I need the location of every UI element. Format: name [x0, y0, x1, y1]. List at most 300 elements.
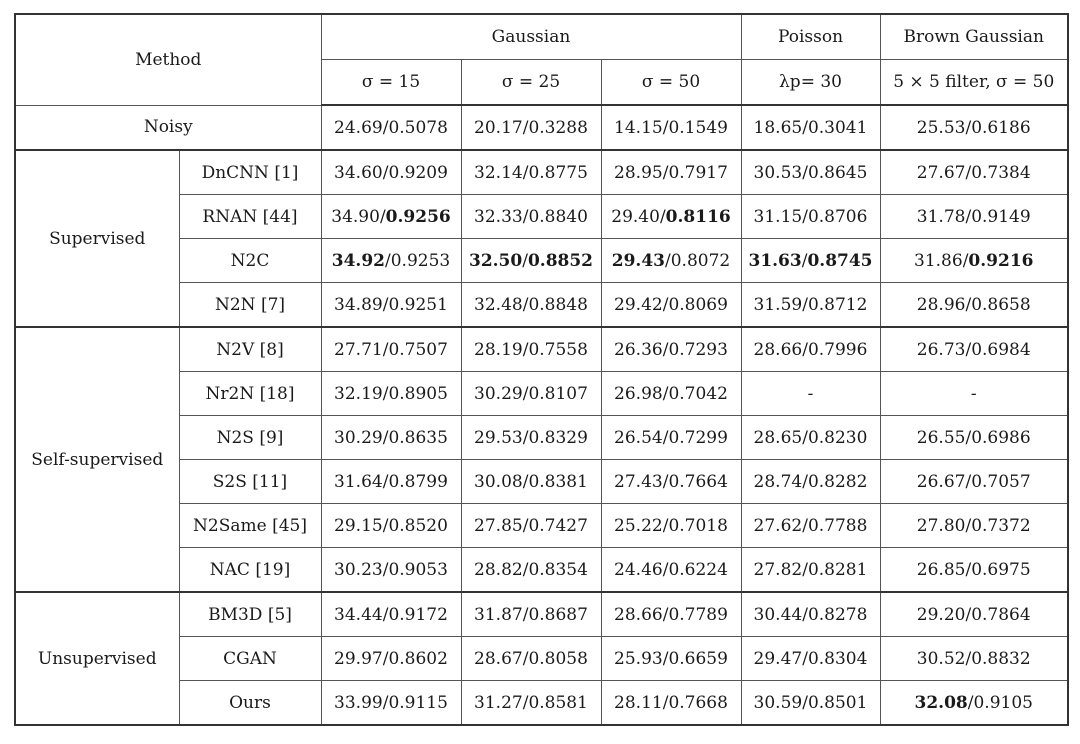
metric-cell [321, 150, 461, 195]
ssim-value: 0.8581 [528, 692, 588, 713]
psnr-value: 27.85 [474, 515, 523, 536]
psnr-value: 26.36 [614, 339, 663, 360]
metric-cell [601, 150, 741, 195]
ssim-value: 0.9251 [388, 294, 448, 315]
psnr-value: 34.89 [334, 294, 383, 315]
metric-cell [880, 637, 1068, 681]
separator: / [802, 515, 808, 536]
metric-cell [461, 327, 601, 372]
metric-cell [601, 460, 741, 504]
separator: / [662, 427, 669, 448]
psnr-value: 29.43 [611, 250, 665, 271]
method-name: S2S [11] [179, 460, 321, 504]
metric-cell [321, 105, 461, 150]
psnr-value: 27.67 [916, 162, 966, 183]
ssim-value: 0.8072 [670, 250, 731, 271]
separator: / [802, 604, 808, 625]
metric-cell [321, 283, 461, 328]
psnr-value: 31.59 [753, 294, 803, 315]
ssim-value: 0.6975 [971, 559, 1031, 580]
ssim-value: 0.7917 [668, 162, 728, 183]
method-name: RNAN [44] [179, 195, 321, 239]
ssim-value: 0.8706 [807, 206, 868, 227]
separator: / [522, 515, 529, 536]
psnr-value: 32.50 [468, 250, 523, 271]
psnr-value: 24.69 [334, 117, 383, 138]
separator: / [382, 471, 389, 492]
ssim-value: 0.6984 [971, 339, 1031, 360]
header-row-groups [15, 14, 1068, 60]
metric-cell [880, 416, 1068, 460]
separator: / [662, 294, 669, 315]
metric-cell [880, 504, 1068, 548]
psnr-value: 20.17 [474, 117, 523, 138]
metric-cell [880, 150, 1068, 195]
separator: / [965, 206, 972, 227]
separator: / [522, 692, 529, 713]
metric-cell [601, 105, 741, 150]
psnr-value: 18.65 [753, 117, 803, 138]
separator: / [522, 117, 529, 138]
psnr-value: 27.82 [753, 559, 803, 580]
psnr-value: 30.23 [334, 559, 383, 580]
method-name: Nr2N [18] [179, 372, 321, 416]
metric-cell [601, 504, 741, 548]
separator: / [662, 339, 669, 360]
subheader-sigma-25: σ = 25 [461, 60, 601, 106]
psnr-value: 29.20 [916, 604, 966, 625]
separator: / [385, 250, 391, 271]
group-header-poisson: Poisson [741, 14, 880, 60]
psnr-value: 33.99 [334, 692, 383, 713]
separator: / [801, 250, 808, 271]
ssim-value: 0.8775 [528, 162, 588, 183]
separator: / [802, 162, 808, 183]
ssim-value: 0.3041 [807, 117, 868, 138]
psnr-value: 29.97 [334, 648, 383, 669]
psnr-value: 28.11 [614, 692, 663, 713]
ssim-value: 0.7293 [668, 339, 728, 360]
psnr-value: 32.14 [474, 162, 523, 183]
psnr-value: 27.80 [916, 515, 966, 536]
separator: / [382, 604, 389, 625]
method-name: Ours [179, 681, 321, 726]
separator: / [522, 559, 529, 580]
ssim-value: 0.9053 [388, 559, 448, 580]
psnr-value: 29.15 [334, 515, 383, 536]
psnr-value: 26.55 [916, 427, 966, 448]
separator: / [382, 294, 389, 315]
metric-cell [601, 327, 741, 372]
separator: / [522, 294, 529, 315]
psnr-value: 31.63 [748, 250, 802, 271]
metric-cell [601, 681, 741, 726]
psnr-value: 26.85 [916, 559, 966, 580]
ssim-value: 0.7057 [971, 471, 1031, 492]
ssim-value: 0.8329 [528, 427, 588, 448]
psnr-value: 28.95 [614, 162, 663, 183]
psnr-value: 31.64 [334, 471, 383, 492]
metric-cell [321, 592, 461, 637]
ssim-value: 0.1549 [668, 117, 728, 138]
psnr-value: 25.53 [916, 117, 966, 138]
metric-cell [461, 681, 601, 726]
metric-cell [321, 460, 461, 504]
psnr-value: 30.29 [474, 383, 523, 404]
metric-cell [741, 150, 880, 195]
separator: / [662, 692, 669, 713]
ssim-value: 0.8745 [807, 250, 873, 271]
metric-cell [741, 327, 880, 372]
ssim-value: 0.8520 [388, 515, 448, 536]
missing-value: - [970, 383, 977, 404]
ssim-value: 0.8712 [807, 294, 868, 315]
psnr-value: 34.90 [331, 206, 380, 227]
separator: / [382, 559, 389, 580]
group-header-brown-gaussian: Brown Gaussian [880, 14, 1068, 60]
metric-cell [321, 239, 461, 283]
metric-cell [601, 239, 741, 283]
metric-cell [461, 372, 601, 416]
separator: / [522, 339, 529, 360]
metric-cell [321, 372, 461, 416]
separator: / [965, 471, 972, 492]
ssim-value: 0.6186 [971, 117, 1031, 138]
subheader-brown-filter: 5 × 5 filter, σ = 50 [880, 60, 1068, 106]
separator: / [522, 250, 528, 271]
subheader-sigma-50: σ = 50 [601, 60, 741, 106]
psnr-value: 30.59 [753, 692, 803, 713]
separator: / [965, 604, 972, 625]
group-header-gaussian: Gaussian [321, 14, 741, 60]
psnr-value: 14.15 [614, 117, 663, 138]
metric-cell [461, 504, 601, 548]
metric-cell [461, 460, 601, 504]
separator: / [382, 692, 389, 713]
method-name: CGAN [179, 637, 321, 681]
ssim-value: 0.8658 [971, 294, 1031, 315]
separator: / [965, 515, 972, 536]
subheader-lambda-30: λp= 30 [741, 60, 880, 106]
ssim-value: 0.7507 [388, 339, 448, 360]
psnr-value: 30.08 [474, 471, 523, 492]
metric-cell [461, 637, 601, 681]
ssim-value: 0.8687 [528, 604, 588, 625]
metric-cell [880, 372, 1068, 416]
ssim-value: 0.8107 [528, 383, 588, 404]
psnr-value: 32.19 [334, 383, 383, 404]
row-label-noisy: Noisy [15, 105, 321, 150]
psnr-value: 28.19 [474, 339, 523, 360]
ssim-value: 0.8278 [807, 604, 868, 625]
results-table-body [15, 105, 1068, 725]
metric-cell [741, 681, 880, 726]
separator: / [522, 604, 529, 625]
missing-value: - [807, 383, 814, 404]
psnr-value: 32.48 [474, 294, 523, 315]
separator: / [965, 162, 972, 183]
metric-cell [461, 548, 601, 593]
metric-cell [601, 637, 741, 681]
ssim-value: 0.6986 [971, 427, 1031, 448]
ssim-value: 0.7558 [528, 339, 588, 360]
separator: / [382, 162, 389, 183]
psnr-value: 25.22 [614, 515, 663, 536]
method-name: DnCNN [1] [179, 150, 321, 195]
ssim-value: 0.6224 [668, 559, 728, 580]
metric-cell [321, 327, 461, 372]
metric-cell [601, 416, 741, 460]
metric-cell [601, 548, 741, 593]
ssim-value: 0.7427 [528, 515, 588, 536]
ssim-value: 0.3288 [528, 117, 588, 138]
metric-cell [880, 239, 1068, 283]
method-name: N2S [9] [179, 416, 321, 460]
ssim-value: 0.8381 [528, 471, 588, 492]
psnr-value: 25.93 [614, 648, 663, 669]
psnr-value: 30.44 [753, 604, 803, 625]
psnr-value: 34.44 [334, 604, 383, 625]
separator: / [522, 162, 529, 183]
separator: / [379, 206, 386, 227]
psnr-value: 24.46 [614, 559, 663, 580]
separator: / [967, 692, 974, 713]
psnr-value: 26.67 [916, 471, 966, 492]
psnr-value: 29.53 [474, 427, 523, 448]
psnr-value: 30.53 [753, 162, 803, 183]
ssim-value: 0.7788 [807, 515, 868, 536]
ssim-value: 0.8116 [665, 206, 731, 227]
ssim-value: 0.8799 [388, 471, 448, 492]
separator: / [662, 648, 669, 669]
metric-cell [461, 283, 601, 328]
separator: / [802, 427, 808, 448]
separator: / [665, 250, 671, 271]
metric-cell [461, 592, 601, 637]
ssim-value: 0.7042 [668, 383, 728, 404]
ssim-value: 0.7864 [971, 604, 1031, 625]
separator: / [802, 471, 808, 492]
metric-cell [741, 504, 880, 548]
psnr-value: 30.52 [916, 648, 966, 669]
metric-cell [461, 239, 601, 283]
method-name: N2N [7] [179, 283, 321, 328]
separator: / [965, 648, 972, 669]
metric-cell [741, 195, 880, 239]
ssim-value: 0.9115 [388, 692, 448, 713]
table-row-noisy [15, 105, 1068, 150]
psnr-value: 34.60 [334, 162, 383, 183]
metric-cell [741, 105, 880, 150]
ssim-value: 0.9256 [385, 206, 451, 227]
metric-cell [880, 327, 1068, 372]
separator: / [662, 383, 669, 404]
ssim-value: 0.8282 [807, 471, 868, 492]
ssim-value: 0.8848 [528, 294, 588, 315]
separator: / [965, 339, 972, 360]
psnr-value: 26.98 [614, 383, 663, 404]
ssim-value: 0.8602 [388, 648, 448, 669]
separator: / [382, 383, 389, 404]
metric-cell [880, 283, 1068, 328]
psnr-value: 30.29 [334, 427, 383, 448]
psnr-value: 32.08 [914, 692, 968, 713]
psnr-value: 29.42 [614, 294, 663, 315]
metric-cell [741, 283, 880, 328]
separator: / [659, 206, 666, 227]
group-label: Unsupervised [15, 592, 179, 725]
metric-cell [741, 548, 880, 593]
ssim-value: 0.5078 [388, 117, 448, 138]
ssim-value: 0.9149 [971, 206, 1031, 227]
results-table-container [14, 13, 1069, 726]
separator: / [802, 648, 808, 669]
ssim-value: 0.7018 [668, 515, 728, 536]
metric-cell [741, 460, 880, 504]
metric-cell [321, 548, 461, 593]
ssim-value: 0.8354 [528, 559, 588, 580]
ssim-value: 0.8832 [971, 648, 1031, 669]
ssim-value: 0.7664 [668, 471, 728, 492]
separator: / [382, 648, 389, 669]
separator: / [662, 471, 669, 492]
separator: / [802, 206, 808, 227]
method-name: N2V [8] [179, 327, 321, 372]
metric-cell [321, 504, 461, 548]
ssim-value: 0.9172 [388, 604, 448, 625]
separator: / [522, 427, 529, 448]
ssim-value: 0.9105 [973, 692, 1033, 713]
separator: / [522, 383, 529, 404]
metric-cell [461, 195, 601, 239]
results-table [14, 13, 1069, 726]
metric-cell [880, 460, 1068, 504]
separator: / [382, 339, 389, 360]
separator: / [965, 559, 972, 580]
table-row [15, 592, 1068, 637]
psnr-value: 31.87 [474, 604, 523, 625]
psnr-value: 32.33 [474, 206, 523, 227]
ssim-value: 0.6659 [668, 648, 728, 669]
metric-cell [741, 416, 880, 460]
psnr-value: 27.62 [753, 515, 803, 536]
metric-cell [880, 681, 1068, 726]
separator: / [802, 294, 808, 315]
ssim-value: 0.7372 [971, 515, 1031, 536]
metric-cell [461, 105, 601, 150]
separator: / [965, 427, 972, 448]
metric-cell [601, 283, 741, 328]
method-name: NAC [19] [179, 548, 321, 593]
psnr-value: 28.66 [614, 604, 663, 625]
table-row [15, 327, 1068, 372]
metric-cell [461, 416, 601, 460]
separator: / [522, 206, 529, 227]
method-header: Method [15, 14, 321, 105]
method-name: N2C [179, 239, 321, 283]
metric-cell [880, 105, 1068, 150]
ssim-value: 0.7299 [668, 427, 728, 448]
group-label: Supervised [15, 150, 179, 327]
psnr-value: 28.96 [916, 294, 966, 315]
separator: / [802, 117, 808, 138]
ssim-value: 0.7384 [971, 162, 1031, 183]
metric-cell [321, 195, 461, 239]
metric-cell [461, 150, 601, 195]
separator: / [802, 339, 808, 360]
ssim-value: 0.8058 [528, 648, 588, 669]
ssim-value: 0.8905 [388, 383, 448, 404]
metric-cell [880, 592, 1068, 637]
metric-cell [321, 416, 461, 460]
psnr-value: 31.86 [914, 250, 963, 271]
separator: / [662, 604, 669, 625]
method-name: N2Same [45] [179, 504, 321, 548]
psnr-value: 29.47 [753, 648, 803, 669]
separator: / [662, 117, 669, 138]
psnr-value: 28.82 [474, 559, 523, 580]
psnr-value: 28.67 [474, 648, 523, 669]
psnr-value: 31.27 [474, 692, 523, 713]
ssim-value: 0.8304 [807, 648, 868, 669]
separator: / [965, 294, 972, 315]
psnr-value: 27.71 [334, 339, 383, 360]
separator: / [382, 515, 389, 536]
metric-cell [741, 592, 880, 637]
separator: / [662, 559, 669, 580]
psnr-value: 28.66 [753, 339, 803, 360]
psnr-value: 28.65 [753, 427, 803, 448]
ssim-value: 0.7668 [668, 692, 728, 713]
ssim-value: 0.8501 [807, 692, 868, 713]
subheader-sigma-15: σ = 15 [321, 60, 461, 106]
metric-cell [321, 637, 461, 681]
metric-cell [741, 637, 880, 681]
psnr-value: 27.43 [614, 471, 663, 492]
ssim-value: 0.9253 [390, 250, 451, 271]
metric-cell [880, 195, 1068, 239]
psnr-value: 31.78 [916, 206, 966, 227]
ssim-value: 0.9216 [968, 250, 1034, 271]
method-name: BM3D [5] [179, 592, 321, 637]
separator: / [382, 427, 389, 448]
metric-cell [601, 195, 741, 239]
psnr-value: 31.15 [753, 206, 803, 227]
metric-cell [741, 239, 880, 283]
metric-cell [880, 548, 1068, 593]
separator: / [802, 559, 808, 580]
separator: / [382, 117, 389, 138]
ssim-value: 0.8645 [807, 162, 868, 183]
psnr-value: 26.54 [614, 427, 663, 448]
separator: / [522, 648, 529, 669]
separator: / [662, 162, 669, 183]
metric-cell [321, 681, 461, 726]
psnr-value: 34.92 [331, 250, 385, 271]
table-row [15, 150, 1068, 195]
psnr-value: 28.74 [753, 471, 803, 492]
metric-cell [601, 592, 741, 637]
group-label: Self-supervised [15, 327, 179, 592]
separator: / [962, 250, 969, 271]
ssim-value: 0.8230 [807, 427, 868, 448]
ssim-value: 0.8635 [388, 427, 448, 448]
ssim-value: 0.8840 [528, 206, 588, 227]
metric-cell [741, 372, 880, 416]
separator: / [965, 117, 972, 138]
psnr-value: 26.73 [916, 339, 966, 360]
ssim-value: 0.7996 [807, 339, 868, 360]
